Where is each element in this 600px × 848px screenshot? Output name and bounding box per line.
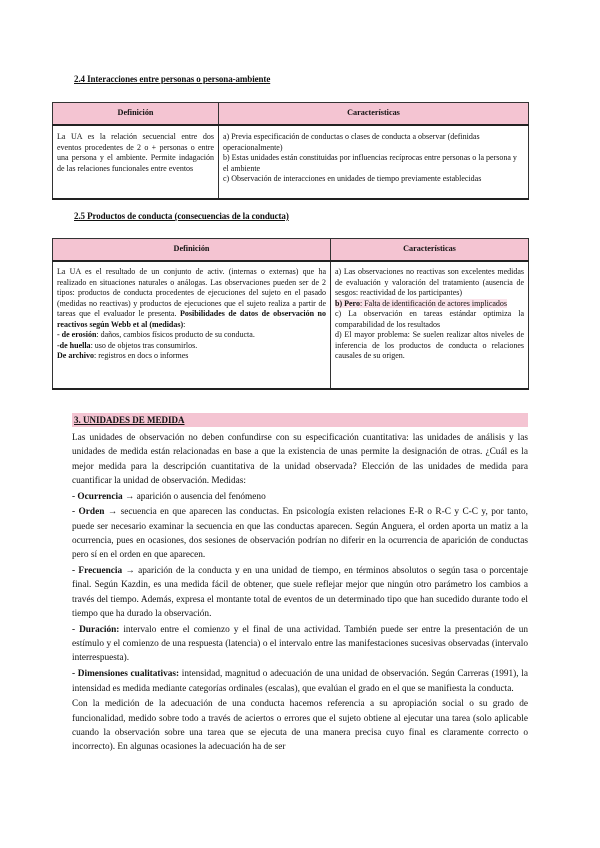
item-erosion bbox=[57, 330, 326, 341]
caracteristica-b-label: b) Pero bbox=[335, 298, 360, 308]
medida-label: - Frecuencia bbox=[72, 566, 123, 577]
productos-table bbox=[52, 238, 529, 390]
definicion-main: La UA es el resultado de un conjunto de activ. (internas o externas) que ha realizado en situaciones naturales o análogas. Las observaciones pueden ser de 2 tipos: productos de conducta procedentes de ejecuciones del sujeto en el pasado (medidas no reactivas) y productos de ejecuciones que el sujeto realiza a partir de tareas que el evaluador le presenta. bbox=[57, 267, 326, 319]
item-text: : uso de objetos tras consumirlos. bbox=[90, 340, 198, 350]
medida-label: - Duración: bbox=[72, 624, 120, 635]
medida-frecuencia bbox=[72, 564, 528, 621]
col-definicion-header: Definición bbox=[53, 239, 331, 262]
unidades-medida-heading: 3. UNIDADES DE MEDIDA bbox=[72, 413, 528, 427]
definicion-text bbox=[57, 267, 326, 330]
col-caracteristicas-header: Características bbox=[331, 239, 529, 262]
definicion-text: La UA es la relación secuencial entre dos eventos procedentes de 2 o + personas o entre una persona y el ambiente. Permite indagación de las relaciones funcionales entre eventos bbox=[57, 132, 214, 173]
intro-paragraph: Las unidades de observación no deben confundirse con su especificación cuantitativa: las unidades de análisis y las unidades de medida están relacionadas en base a que la existencia de unas permite la designación de otras. ¿Cuál es la mejor medida para la descripción cuantitativa de la unidad observada? Elección de las unidades de medida para cuantificar la unidad de observación. Medidas: bbox=[72, 433, 528, 486]
caracteristicas-cell bbox=[219, 125, 529, 199]
item-label: -de huella bbox=[57, 340, 91, 350]
caracteristica-b-text: : Falta de identificación de actores implicados bbox=[359, 298, 508, 308]
medida-ocurrencia bbox=[72, 490, 528, 504]
final-paragraph: Con la medición de la adecuación de una conducta hacemos referencia a su apropiación social o su grado de funcionalidad, medido sobre todo a través de aciertos o errores que el sujeto obtiene al ejecutar una tarea (solo aplicable cuando la observación sobre una tarea que se ejecuta de una manera precisa cuyo final es claramente correcto o incorrecto). En algunas ocasiones la adecuación ha de ser bbox=[72, 699, 528, 753]
medida-orden bbox=[72, 505, 528, 562]
medida-label: - Ocurrencia bbox=[72, 491, 123, 502]
caracteristica-b bbox=[335, 299, 524, 310]
medida-text: → aparición o ausencia del fenómeno bbox=[122, 491, 266, 502]
caracteristica-c: c) Observación de interacciones en unidades de tiempo previamente establecidas bbox=[223, 174, 482, 184]
caracteristica-a: a) Previa especificación de conductas o clases de conducta a observar (definidas operacionalmente) bbox=[223, 132, 480, 152]
item-archivo bbox=[57, 351, 326, 362]
item-text: : registros en docs o informes bbox=[93, 351, 189, 361]
unidades-medida-body bbox=[72, 431, 528, 756]
section-2-5-heading: 2.5 Productos de conducta (consecuencias de la conducta) bbox=[74, 211, 289, 221]
item-text: : daños, cambios físicos producto de su conducta. bbox=[96, 330, 255, 340]
item-label: - de erosión bbox=[57, 330, 97, 340]
posibilidades-bold: Posibilidades de datos de observación no reactivos según Webb et al (medidas) bbox=[57, 309, 327, 329]
col-definicion-header: Definición bbox=[53, 103, 219, 126]
posibilidades-colon: : bbox=[183, 319, 186, 329]
interacciones-table bbox=[52, 102, 529, 200]
medida-text: → secuencia en que aparecen las conductas. En psicología existen relaciones E-R o R-C y C-C y, por tanto, puede ser necesario examinar la secuencia en que las conductas aparecen. Según Anguera, el orden aporta un matiz a la ocurrencia, pues en ocasiones, dos sesiones de observación podrían no diferir en la ocurrencia de aparición de conductas pero sí en el orden en que aparecen. bbox=[72, 507, 529, 561]
col-caracteristicas-header: Características bbox=[219, 103, 529, 126]
caracteristica-d: d) El mayor problema: Se suelen realizar altos niveles de inferencia de los productos de conducta o relaciones causales de su origen. bbox=[335, 330, 524, 361]
medida-label: - Orden bbox=[72, 507, 105, 518]
medida-text: intensidad, magnitud o adecuación de una unidad de observación. Según Carreras (1991), la intensidad es medida mediante categorías ordinales (escalas), que evalúan el grado en el que se manifiesta la conducta. bbox=[72, 669, 528, 694]
medida-text: → aparición de la conducta y en una unidad de tiempo, en términos absolutos o según tasa o porcentaje final. Según Kazdin, es una medida fácil de obtener, que suele reflejar mejor que ningún otro parámetro los cambios a través del tiempo. Además, expresa el montante total de eventos de un determinado tipo que han sucedido durante todo el tiempo que ha durado la observación. bbox=[72, 566, 528, 620]
item-huella bbox=[57, 341, 326, 352]
section-2-4-heading: 2.4 Interacciones entre personas o persona-ambiente bbox=[74, 74, 271, 84]
medida-dimensiones bbox=[72, 667, 528, 696]
caracteristica-a: a) Las observaciones no reactivas son excelentes medidas de evaluación y valoración del tratamiento (ausencia de sesgos: reactividad de los participantes) bbox=[335, 267, 524, 298]
caracteristicas-cell bbox=[331, 261, 529, 389]
caracteristica-c: c) La observación en tareas estándar optimiza la comparabilidad de los resultados bbox=[335, 309, 524, 329]
item-label: De archivo bbox=[57, 351, 94, 361]
definicion-cell bbox=[53, 125, 219, 199]
definicion-cell bbox=[53, 261, 331, 389]
medida-text: intervalo entre el comienzo y el final de una actividad. También puede ser entre la presentación de un estímulo y el comienzo de una respuesta (latencia) o el intervalo entre las manifestaciones sucesivas observadas (intervalo interrespuesta). bbox=[72, 624, 528, 664]
caracteristica-b: b) Estas unidades están constituidas por influencias recíprocas entre personas o la persona y el ambiente bbox=[223, 153, 517, 173]
medida-duracion bbox=[72, 623, 528, 666]
medida-label: - Dimensiones cualitativas: bbox=[72, 669, 180, 680]
